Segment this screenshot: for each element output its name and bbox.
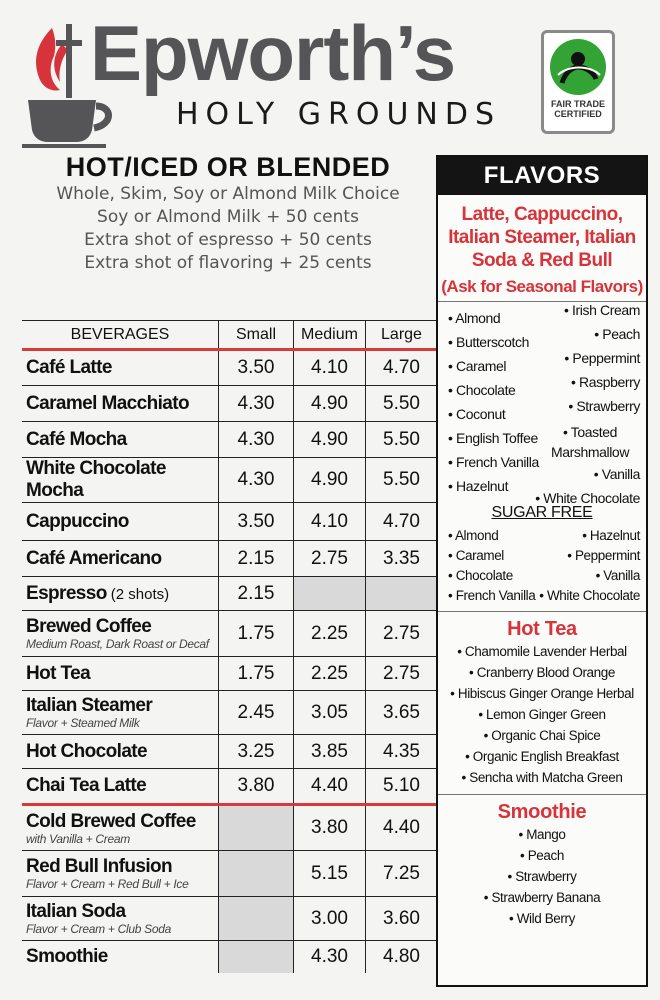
divider — [438, 794, 646, 795]
price-large: 2.75 — [366, 611, 438, 657]
brand-subtitle: HOLY GROUNDS — [176, 97, 502, 132]
intro-line: Soy or Almond Milk + 50 cents — [97, 207, 359, 227]
price-small — [219, 941, 294, 973]
price-large: 4.70 — [366, 350, 438, 386]
beverage-name: Brewed Coffee — [26, 616, 152, 637]
flavors-panel — [436, 155, 648, 987]
flavors-applies-line: Latte, Cappuccino, — [461, 204, 623, 225]
sugar-free-item: • Hazelnut — [582, 528, 640, 543]
beverage-price-table — [22, 320, 438, 973]
beverage-name-cell — [22, 941, 219, 973]
price-large: 2.75 — [366, 657, 438, 691]
table-row — [22, 386, 438, 422]
hot-tea-item: • Organic Chai Spice — [438, 725, 646, 746]
sugar-free-item: • French Vanilla — [448, 588, 535, 603]
intro-title: HOT/ICED OR BLENDED — [65, 152, 391, 182]
beverage-name-cell — [22, 691, 219, 735]
price-small: 1.75 — [219, 611, 294, 657]
flavors-title: FLAVORS — [438, 157, 646, 195]
price-large: 3.60 — [366, 897, 438, 941]
beverage-name-cell — [22, 805, 219, 851]
price-small: 4.30 — [219, 422, 294, 458]
beverage-note: Flavor + Cream + Red Bull + Ice — [26, 877, 189, 891]
table-row — [22, 458, 438, 503]
sugar-free-columns — [438, 522, 646, 608]
table-row — [22, 805, 438, 851]
price-large: 3.65 — [366, 691, 438, 735]
beverage-name-cell — [22, 769, 219, 805]
seasonal-note: (Ask for Seasonal Flavors) — [441, 277, 643, 296]
hot-tea-title: Hot Tea — [507, 618, 577, 640]
header-beverages: BEVERAGES — [22, 321, 219, 350]
hot-tea-item: • Lemon Ginger Green — [438, 704, 646, 725]
price-medium: 3.85 — [294, 735, 366, 769]
sugar-free-item: • Almond — [448, 528, 498, 543]
price-large: 4.35 — [366, 735, 438, 769]
beverage-name: Hot Tea — [26, 662, 91, 684]
intro-line: Extra shot of espresso + 50 cents — [84, 230, 372, 250]
price-small: 2.15 — [219, 577, 294, 611]
flavor-item: • Hazelnut — [448, 478, 508, 494]
price-medium: 2.25 — [294, 611, 366, 657]
fair-trade-figure-icon — [550, 39, 606, 95]
price-medium: 4.40 — [294, 769, 366, 805]
price-small: 1.75 — [219, 657, 294, 691]
flavor-item: • Strawberry — [568, 398, 640, 414]
flavor-item: • Toasted Marshmallow — [540, 422, 640, 462]
price-small: 3.50 — [219, 350, 294, 386]
sugar-free-item: • Caramel — [448, 548, 504, 563]
beverage-name-cell — [22, 350, 219, 386]
table-row — [22, 735, 438, 769]
beverage-name-cell — [22, 851, 219, 897]
price-medium: 2.75 — [294, 541, 366, 577]
table-row — [22, 941, 438, 973]
price-medium: 3.05 — [294, 691, 366, 735]
price-medium: 4.30 — [294, 941, 366, 973]
beverage-name: Caramel Macchiato — [26, 392, 189, 414]
price-medium: 4.10 — [294, 350, 366, 386]
hot-tea-item: • Organic English Breakfast — [438, 746, 646, 767]
price-medium: 2.25 — [294, 657, 366, 691]
sugar-free-item: • Peppermint — [567, 548, 640, 563]
sugar-free-item: • Vanilla — [596, 568, 640, 583]
beverage-name-cell — [22, 897, 219, 941]
beverage-name: Italian Steamer — [26, 695, 153, 716]
hot-tea-item: • Chamomile Lavender Herbal — [438, 641, 646, 662]
table-row — [22, 657, 438, 691]
flavors-applies-line: Italian Steamer, Italian — [448, 227, 636, 248]
table-row — [22, 851, 438, 897]
price-small: 2.15 — [219, 541, 294, 577]
table-row — [22, 691, 438, 735]
beverage-name-cell — [22, 458, 219, 503]
beverage-name: Cold Brewed Coffee — [26, 810, 196, 832]
beverage-name: White Chocolate Mocha — [26, 458, 166, 501]
fair-trade-icon — [550, 39, 606, 95]
flavors-applies-to — [438, 203, 646, 272]
price-medium: 5.15 — [294, 851, 366, 897]
header-medium: Medium — [294, 321, 366, 350]
flavor-item: • English Toffee — [448, 430, 538, 446]
sugar-free-item: • White Chocolate — [539, 588, 640, 603]
hot-tea-item: • Hibiscus Ginger Orange Herbal — [438, 683, 646, 704]
flavor-item: • Irish Cream — [564, 302, 640, 318]
table-row — [22, 769, 438, 805]
hot-tea-item: • Sencha with Matcha Green — [438, 767, 646, 788]
smoothie-list — [438, 824, 646, 929]
flavor-item: • Caramel — [448, 358, 506, 374]
beverage-name: Espresso — [26, 582, 107, 604]
flavor-columns — [438, 302, 646, 506]
flavor-item: • Butterscotch — [448, 334, 529, 350]
table-row — [22, 897, 438, 941]
price-large — [366, 577, 438, 611]
smoothie-item: • Wild Berry — [438, 908, 646, 929]
beverage-note: Flavor + Steamed Milk — [26, 716, 140, 730]
fair-trade-text — [544, 99, 612, 119]
beverage-note: with Vanilla + Cream — [26, 831, 130, 846]
beverage-name-cell — [22, 386, 219, 422]
flavor-item: • Raspberry — [571, 374, 640, 390]
price-small: 3.50 — [219, 503, 294, 541]
intro-line: Extra shot of flavoring + 25 cents — [84, 253, 372, 273]
price-large: 4.70 — [366, 503, 438, 541]
price-medium: 3.80 — [294, 805, 366, 851]
table-row — [22, 541, 438, 577]
price-small — [219, 897, 294, 941]
beverage-name: Italian Soda — [26, 901, 126, 922]
beverage-name: Red Bull Infusion — [26, 856, 173, 877]
header-large: Large — [366, 321, 438, 350]
table-row — [22, 577, 438, 611]
price-medium: 3.00 — [294, 897, 366, 941]
beverage-name: Smoothie — [26, 945, 108, 967]
beverage-name-cell — [22, 735, 219, 769]
smoothie-item: • Strawberry — [438, 866, 646, 887]
beverage-name-cell — [22, 657, 219, 691]
price-large: 4.80 — [366, 941, 438, 973]
table-row — [22, 422, 438, 458]
beverage-name-cell — [22, 422, 219, 458]
price-small: 3.80 — [219, 769, 294, 805]
brand-name: Epworth’s — [90, 9, 456, 97]
price-large: 4.40 — [366, 805, 438, 851]
header-small: Small — [219, 321, 294, 350]
divider — [438, 611, 646, 612]
price-small — [219, 851, 294, 897]
flavor-item: • Almond — [448, 310, 500, 326]
smoothie-item: • Strawberry Banana — [438, 887, 646, 908]
price-small: 2.45 — [219, 691, 294, 735]
price-medium: 4.90 — [294, 422, 366, 458]
beverage-name-suffix: (2 shots) — [110, 585, 170, 603]
beverage-name: Hot Chocolate — [26, 740, 147, 762]
price-large: 5.50 — [366, 458, 438, 503]
table-row — [22, 350, 438, 386]
flavor-item: • Peach — [594, 326, 640, 342]
flavors-applies-line: Soda & Red Bull — [471, 250, 613, 271]
fair-trade-line1: FAIR TRADE — [551, 99, 605, 109]
smoothie-item: • Mango — [438, 824, 646, 845]
price-large: 7.25 — [366, 851, 438, 897]
flavor-item: • White Chocolate — [535, 490, 640, 506]
price-medium: 4.10 — [294, 503, 366, 541]
beverage-name: Chai Tea Latte — [26, 775, 147, 796]
fair-trade-line2: CERTIFIED — [554, 109, 602, 119]
price-medium: 4.90 — [294, 458, 366, 503]
price-large: 3.35 — [366, 541, 438, 577]
price-large: 5.50 — [366, 422, 438, 458]
beverage-name-cell — [22, 611, 219, 657]
intro — [22, 152, 434, 275]
price-small: 3.25 — [219, 735, 294, 769]
beverage-name: Cappuccino — [26, 510, 129, 532]
table-row — [22, 503, 438, 541]
beverage-name-cell — [22, 577, 219, 611]
price-medium: 4.90 — [294, 386, 366, 422]
flavor-item: • Peppermint — [564, 350, 640, 366]
fair-trade-badge — [541, 30, 615, 134]
sugar-free-item: • Chocolate — [448, 568, 513, 583]
beverage-note: Flavor + Cream + Club Soda — [26, 922, 171, 936]
hot-tea-item: • Cranberry Blood Orange — [438, 662, 646, 683]
sugar-free-title: SUGAR FREE — [491, 504, 593, 521]
price-large: 5.10 — [366, 769, 438, 805]
beverage-name: Café Mocha — [26, 428, 127, 450]
flavor-item: • French Vanilla — [448, 454, 539, 470]
hot-tea-list — [438, 641, 646, 788]
price-medium — [294, 577, 366, 611]
intro-line: Whole, Skim, Soy or Almond Milk Choice — [56, 184, 400, 204]
beverage-note: Medium Roast, Dark Roast or Decaf — [26, 637, 209, 651]
table-row — [22, 611, 438, 657]
header — [0, 0, 660, 150]
price-small: 4.30 — [219, 458, 294, 503]
price-large: 5.50 — [366, 386, 438, 422]
price-small — [219, 805, 294, 851]
smoothie-item: • Peach — [438, 845, 646, 866]
flavor-item: • Vanilla — [594, 466, 640, 482]
flavor-item: • Chocolate — [448, 382, 515, 398]
beverage-name-cell — [22, 503, 219, 541]
table-header-row — [22, 321, 438, 350]
beverage-name: Café Latte — [26, 357, 112, 378]
price-small: 4.30 — [219, 386, 294, 422]
smoothie-title: Smoothie — [497, 801, 587, 823]
beverage-name: Café Americano — [26, 547, 162, 569]
flavor-item: • Coconut — [448, 406, 505, 422]
beverage-name-cell — [22, 541, 219, 577]
